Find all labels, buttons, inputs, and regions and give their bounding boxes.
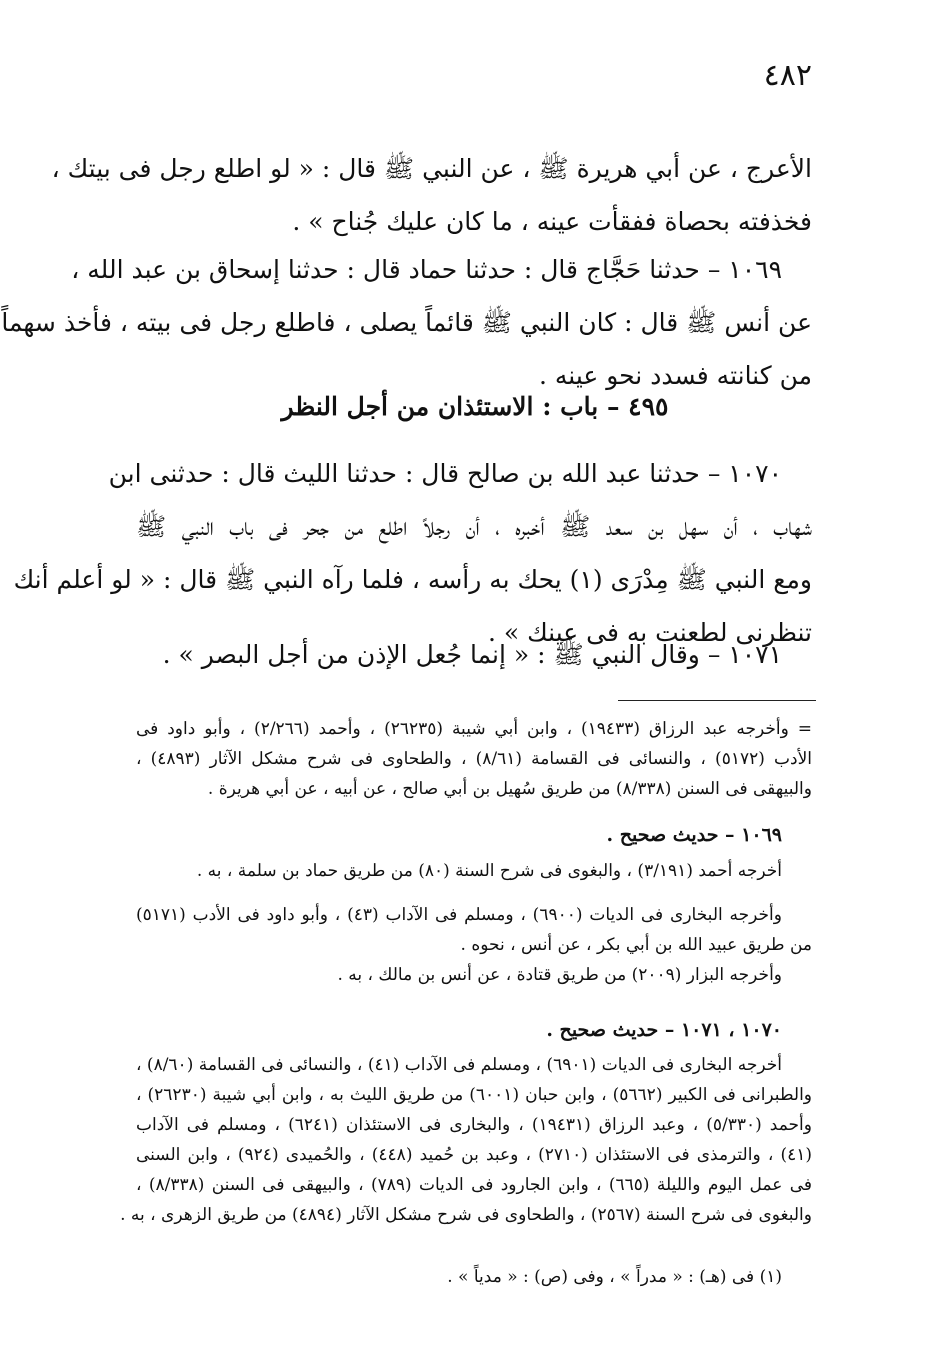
footnote-1069 [136, 820, 812, 886]
footnote-line: والطبرانى فى الكبير (٥٦٦٢) ، وابن حبان (٦٠٠١) من طريق الليث به ، وابن أبي شيبة (٢٦٢٣٠) ، [136, 1085, 812, 1105]
text-line: عن أنس ﷺ قال : كان النبي ﷺ قائماً يصلى ، فاطلع رجل فى بيته ، فأخذ سهماً [1, 308, 812, 337]
footnote-heading: ١٠٧٠ ، ١٠٧١ – حديث صحيح . [546, 1019, 782, 1041]
footnote-line: أخرجه البخارى فى الديات (٦٩٠١) ، ومسلم فى الآداب (٤١) ، والنسائى فى القسامة (٨/٦٠) ، [136, 1055, 782, 1075]
footnote-line: والبيهقى فى السنن (٨/٣٣٨) من طريق سُهيل بن أبي صالح ، عن أبيه ، عن أبي هريرة . [207, 779, 812, 799]
page-number: ٤٨٢ [763, 58, 812, 93]
paragraph-continuation [51, 142, 812, 248]
text-line: ١٠٧١ – وقال النبي ﷺ : « إنما جُعل الإذن من أجل البصر » . [162, 640, 782, 669]
footnote-1070-sources [120, 1050, 812, 1230]
text-line: ١٠٦٩ – حدثنا حَجَّاج قال : حدثنا حماد قال : حدثنا إسحاق بن عبد الله ، [71, 255, 782, 284]
footnote-line: فى عمل اليوم والليلة (٦٦٥) ، وابن الجارود فى الديات (٧٨٩) ، والبيهقى فى السنن (٨/٣٣٨) ، [136, 1175, 812, 1195]
footnote-line: من طريق عبيد الله بن أبي بكر ، عن أنس ، نحوه . [460, 935, 812, 955]
footnote-1070 [136, 1015, 812, 1045]
footnote-line: (١) فى (هـ) : « مدراً » ، وفى (ص) : « مدياً » . [447, 1267, 782, 1287]
footnote-line: الأدب (٥١٧٢) ، والنسائى فى القسامة (٨/٦١) ، والطحاوى فى شرح مشكل الآثار (٤٨٩٣) ، [136, 749, 813, 769]
footnote-line: أخرجه أحمد (٣/١٩١) ، والبغوى فى شرح السنة (٨٠) من طريق حماد بن سلمة ، به . [196, 861, 782, 881]
chapter-heading: ٤٩٥ – باب : الاستئذان من أجل النظر [281, 392, 669, 421]
footnote-continuation [136, 714, 812, 804]
text-line: شهاب ، أن سهل بن سعد ﷺ أخبره ، أن رجلاً اطلع من جحر فى باب النبي ﷺ [136, 512, 812, 541]
hadith-1069 [1, 243, 812, 402]
text-line: تنظرنى لطعنت به فى عينك » . [487, 618, 812, 647]
text-line: ومع النبي ﷺ مِدْرَى (١) يحك به رأسه ، فلما رآه النبي ﷺ قال : « لو أعلم أنك [13, 565, 812, 594]
footnote-line: والبغوى فى شرح السنة (٢٥٦٧) ، والطحاوى فى شرح مشكل الآثار (٤٨٩٤) من طريق الزهرى ، به . [120, 1205, 812, 1225]
footnote-line: وأخرجه البزار (٢٠٠٩) من طريق قتادة ، عن أنس بن مالك ، به . [337, 965, 782, 985]
footnote-heading: ١٠٦٩ – حديث صحيح . [606, 824, 782, 846]
footnote-separator [618, 700, 816, 701]
text-line: من كنانته فسدد نحو عينه . [539, 361, 812, 390]
hadith-1071 [136, 628, 812, 681]
text-line: الأعرج ، عن أبي هريرة ﷺ ، عن النبي ﷺ قال : « لو اطلع رجل فى بيتك ، [51, 154, 812, 183]
text-line: ١٠٧٠ – حدثنا عبد الله بن صالح قال : حدثنا الليث قال : حدثنى ابن [108, 459, 782, 488]
footnote-line: وأخرجه البخارى فى الديات (٦٩٠٠) ، ومسلم فى الآداب (٤٣) ، وأبو داود فى الأدب (٥١٧١) [136, 905, 782, 925]
text-line: فخذفته بحصاة ففقأت عينه ، ما كان عليك جُناح » . [292, 207, 812, 236]
footnote-line: = وأخرجه عبد الرزاق (١٩٤٣٣) ، وابن أبي شيبة (٢٦٢٣٥) ، وأحمد (٢/٢٦٦) ، وأبو داود فى [136, 719, 812, 739]
footnote-1 [136, 1262, 812, 1292]
footnote-1069-extra [136, 900, 812, 990]
footnote-line: وأحمد (٥/٣٣٠) ، وعبد الرزاق (١٩٤٣١) ، والبخارى فى الاستئذان (٦٢٤١) ، ومسلم فى الآداب [136, 1115, 812, 1135]
footnote-line: (٤١) ، والترمذى فى الاستئذان (٢٧١٠) ، وعبد بن حُميد (٤٤٨) ، والحُميدى (٩٢٤) ، وابن السنى [136, 1145, 812, 1165]
